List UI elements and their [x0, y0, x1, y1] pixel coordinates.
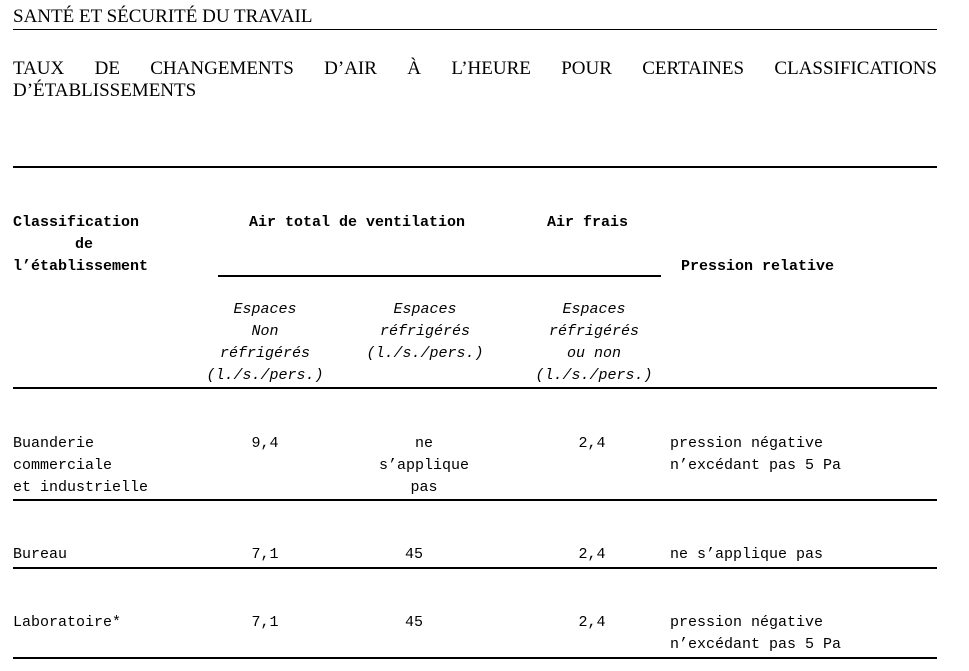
row-divider-2: [13, 567, 937, 569]
document-title-line2: D’ÉTABLISSEMENTS: [13, 80, 197, 101]
column-header-classification: Classification de l’établissement: [13, 214, 149, 275]
subheader-non-refrigeres: Espaces Non réfrigérés (l./s./pers.): [206, 301, 324, 384]
table-bottom-rule: [13, 657, 937, 659]
table-row-buanderie-non-refrigeres: 9,4: [251, 435, 279, 452]
table-row-laboratoire-air-frais: 2,4: [578, 614, 606, 631]
page-header: SANTÉ ET SÉCURITÉ DU TRAVAIL: [13, 6, 313, 27]
table-row-buanderie-pression: pression négative n’excédant pas 5 Pa: [670, 435, 842, 474]
header-bottom-rule: [13, 387, 937, 389]
header-group-rule: [218, 275, 661, 277]
column-header-pression: Pression relative: [681, 258, 835, 275]
row-divider-1: [13, 499, 937, 501]
table-row-laboratoire-classification: Laboratoire*: [13, 614, 122, 631]
column-header-air-frais: Air frais: [547, 214, 629, 231]
document-title-line1: TAUX DE CHANGEMENTS D’AIR À L’HEURE POUR CERTAINES CLASSIFICATIONS: [13, 58, 937, 79]
table-row-buanderie-classification: Buanderie commerciale et industrielle: [13, 435, 149, 496]
subheader-refrigeres: Espaces réfrigérés (l./s./pers.): [366, 301, 484, 362]
table-row-laboratoire-non-refrigeres: 7,1: [251, 614, 279, 631]
header-rule: [13, 29, 937, 30]
table-row-bureau-air-frais: 2,4: [578, 546, 606, 563]
column-header-air-total: Air total de ventilation: [249, 214, 466, 231]
table-row-bureau-refrigeres: 45: [404, 546, 423, 563]
table-row-buanderie-refrigeres: ne s’applique pas: [378, 435, 469, 496]
table-row-bureau-pression: ne s’applique pas: [670, 546, 824, 563]
table-row-bureau-non-refrigeres: 7,1: [251, 546, 279, 563]
table-top-rule: [13, 166, 937, 168]
table-row-laboratoire-refrigeres: 45: [404, 614, 423, 631]
subheader-air-frais: Espaces réfrigérés ou non (l./s./pers.): [535, 301, 653, 384]
table-row-buanderie-air-frais: 2,4: [578, 435, 606, 452]
table-row-bureau-classification: Bureau: [13, 546, 68, 563]
table-row-laboratoire-pression: pression négative n’excédant pas 5 Pa: [670, 614, 842, 653]
